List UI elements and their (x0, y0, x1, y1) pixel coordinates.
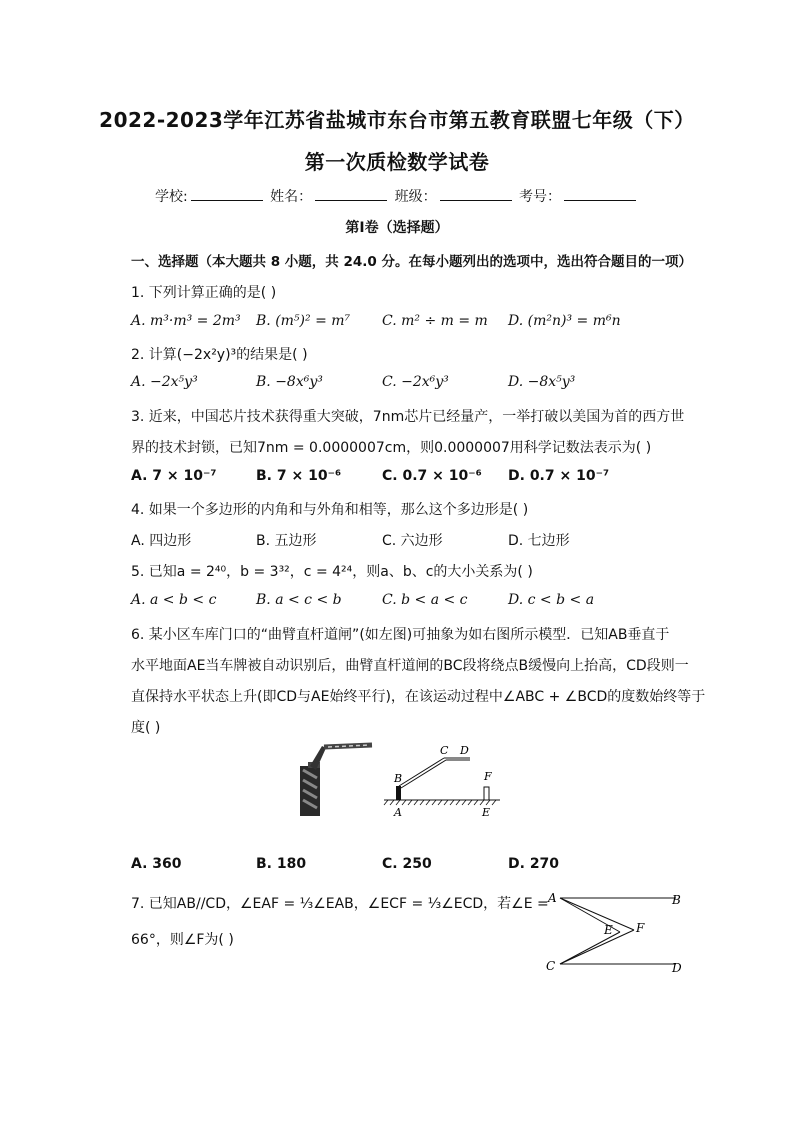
volume-heading: 第I卷（选择题） (345, 220, 449, 236)
q4-option-b: B. 五边形 (256, 533, 317, 549)
q7-stem-line2: 66°，则∠F为( ) (131, 932, 234, 948)
school-label: 学校: (154, 189, 188, 205)
q1-option-c: C. m² ÷ m = m (382, 313, 488, 329)
class-blank[interactable] (440, 190, 512, 201)
name-label: 姓名： (270, 189, 313, 205)
q5-options (131, 592, 691, 612)
q3-stem-line2: 界的技术封锁，已知7nm = 0.0000007cm，则0.0000007用科学记数法表示为( ) (131, 440, 652, 456)
q1-option-b: B. (m⁵)² = m⁷ (256, 313, 351, 329)
q6-option-a: A. 360 (131, 856, 182, 872)
q3-options (131, 468, 691, 488)
q5-option-b: B. a < c < b (256, 592, 342, 608)
q4-stem: 4. 如果一个多边形的内角和与外角和相等，那么这个多边形是( ) (131, 502, 529, 518)
q4-option-d: D. 七边形 (508, 533, 570, 549)
q2-option-b: B. −8x⁶y³ (256, 374, 323, 390)
q7-stem-line1: 7. 已知AB//CD，∠EAF = ⅓∠EAB，∠ECF = ⅓∠ECD，若∠E = (131, 896, 549, 912)
q6-options (131, 856, 691, 876)
q2-option-a: A. −2x⁵y³ (131, 374, 198, 390)
fig7-label-e: E (604, 923, 613, 937)
q1-stem: 1. 下列计算正确的是( ) (131, 285, 277, 301)
fig6-label-b: B (394, 772, 403, 785)
q2-stem: 2. 计算(−2x²y)³的结果是( ) (131, 347, 308, 363)
q2-option-d: D. −8x⁵y³ (508, 374, 576, 390)
q6-option-d: D. 270 (508, 856, 560, 872)
q2-option-c: C. −2x⁶y³ (382, 374, 449, 390)
q5-option-a: A. a < b < c (131, 592, 217, 608)
parallel-lines-figure (540, 886, 690, 978)
q1-option-a: A. m³·m³ = 2m³ (131, 313, 241, 329)
q6-option-b: B. 180 (256, 856, 307, 872)
class-label: 班级： (394, 189, 437, 205)
fig7-label-c: C (546, 959, 556, 973)
q3-option-b: B. 7 × 10⁻⁶ (256, 468, 342, 484)
fig7-label-d: D (672, 961, 682, 975)
name-blank[interactable] (315, 190, 387, 201)
q6-stem-line2: 水平地面AE当车牌被自动识别后，曲臂直杆道闸的BC段将绕点B缓慢向上抬高，CD段则一 (131, 658, 689, 674)
q4-option-c: C. 六边形 (382, 533, 443, 549)
q1-option-d: D. (m²n)³ = m⁶n (508, 313, 621, 329)
fig6-label-d: D (460, 744, 469, 757)
barrier-gate-photo-figure (294, 740, 374, 818)
fig6-label-a: A (394, 806, 402, 819)
exam-title-line2: 第一次质检数学试卷 (304, 150, 490, 174)
q3-stem-line1: 3. 近来，中国芯片技术获得重大突破，7nm芯片已经量产，一举打破以美国为首的西方世 (131, 409, 685, 425)
q1-options (131, 313, 691, 333)
q5-stem: 5. 已知a = 2⁴⁰，b = 3³²，c = 4²⁴，则a、b、c的大小关系为( ) (131, 564, 533, 580)
exam-title-line1: 2022-2023学年江苏省盐城市东台市第五教育联盟七年级（下） (99, 108, 695, 132)
student-info-row (0, 186, 794, 206)
q6-option-c: C. 250 (382, 856, 432, 872)
section-heading: 一、选择题（本大题共 8 小题，共 24.0 分。在每小题列出的选项中，选出符合题目的一项） (131, 254, 693, 270)
fig7-label-b: B (672, 893, 681, 907)
fig6-label-c: C (440, 744, 449, 757)
q2-options (131, 374, 691, 394)
q6-stem-line1: 6. 某小区车库门口的“曲臂直杆道闸”(如左图)可抽象为如右图所示模型．已知AB垂直于 (131, 627, 670, 643)
q3-option-c: C. 0.7 × 10⁻⁶ (382, 468, 482, 484)
q4-option-a: A. 四边形 (131, 533, 192, 549)
q5-option-c: C. b < a < c (382, 592, 468, 608)
fig7-label-a: A (548, 891, 557, 905)
q3-option-d: D. 0.7 × 10⁻⁷ (508, 468, 610, 484)
q3-option-a: A. 7 × 10⁻⁷ (131, 468, 217, 484)
fig6-label-e: E (482, 806, 491, 819)
barrier-gate-model-figure (380, 740, 510, 820)
q4-options (131, 530, 691, 550)
exam-no-blank[interactable] (564, 190, 636, 201)
q6-stem-line3: 直保持水平状态上升(即CD与AE始终平行)，在该运动过程中∠ABC + ∠BCD的度数始终等于 (131, 689, 706, 705)
fig7-label-f: F (636, 921, 645, 935)
q5-option-d: D. c < b < a (508, 592, 595, 608)
exam-no-label: 考号： (519, 189, 562, 205)
q6-stem-line4: 度( ) (131, 720, 161, 736)
school-blank[interactable] (191, 190, 263, 201)
fig6-label-f: F (484, 770, 492, 783)
